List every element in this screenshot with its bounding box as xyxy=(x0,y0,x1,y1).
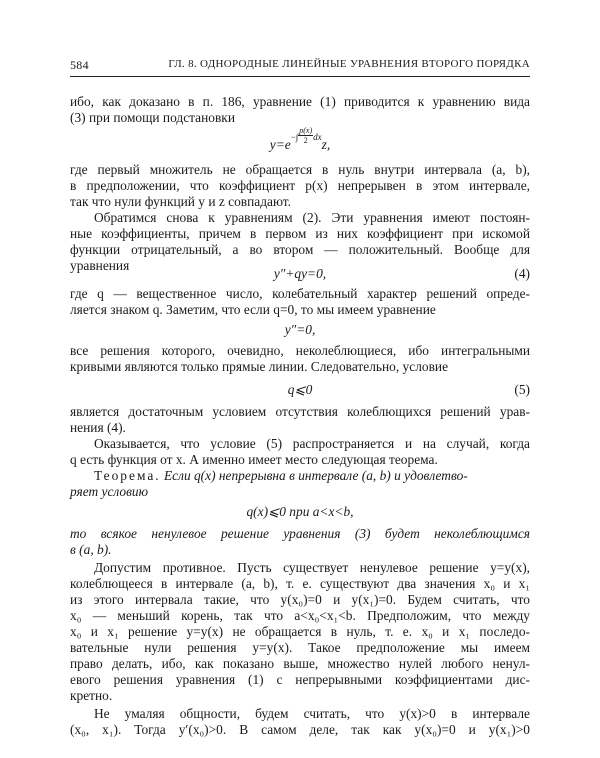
text-line: евого решения уравнения (1) с непрерывными коэффициентами дис- xyxy=(70,672,530,687)
text-line: Оказывается, что условие (5) распространяется и на случай, когда xyxy=(94,436,530,451)
text-line: функции отрицательный, а во втором — положительный. Вообще для xyxy=(70,242,530,257)
equation-q-zero: y″=0, xyxy=(284,322,316,337)
theorem-label: Теорема. xyxy=(94,468,161,483)
equation-number: (5) xyxy=(514,382,530,397)
text-line: Не умаляя общности, будем считать, что y(x)>0 в интервале xyxy=(94,706,530,721)
theorem-line xyxy=(70,468,530,484)
text-line: то всякое ненулевое решение уравнения (3) будет неколеблющимся xyxy=(70,526,530,541)
page-number: 584 xyxy=(70,58,89,72)
text-line: все решения которого, очевидно, неколеблющиеся, ибо интегральными xyxy=(70,343,530,358)
text-line: колеблющееся в интервале (a, b), т. е. существуют два значения x₀ и x₁ xyxy=(70,576,530,591)
text-line: право делать, ибо, как показано выше, множество нулей любого ненул- xyxy=(70,656,530,671)
text-line: (3) при помощи подстановки xyxy=(70,110,235,125)
text-line: (x₀, x₁). Тогда y′(x₀)>0. В самом деле, так как y(x₀)=0 и y(x₁)>0 xyxy=(70,722,530,737)
equation-number: (4) xyxy=(514,266,530,281)
text-line: q есть функция от x. А именно имеет место следующая теорема. xyxy=(70,452,438,467)
text-line: уравнения xyxy=(70,258,130,273)
equation-5: q⩽0 (5) xyxy=(287,382,530,397)
text-line: ляется знаком q. Заметим, что если q=0, то мы имеем уравнение xyxy=(70,302,436,317)
text-line: в предположении, что коэффициент p(x) непрерывен в этом интервале, xyxy=(70,178,530,193)
text-line: ибо, как доказано в п. 186, уравнение (1) приводится к уравнению вида xyxy=(70,94,530,109)
text-line: из этого интервала такие, что y(x₀)=0 и y(x₁)=0. Будем считать, что xyxy=(70,592,530,607)
text-line: Обратимся снова к уравнениям (2). Эти уравнения имеют постоян- xyxy=(94,210,530,225)
text-line: Допустим противное. Пусть существует ненулевое решение y=y(x), xyxy=(94,560,530,575)
text-line: в (a, b). xyxy=(70,542,112,557)
equation-theorem: q(x)⩽0 при a<x<b, xyxy=(246,504,354,519)
formula-substitution: y=e−∫ $\frac{p(x)}{2}^{dx}z$, xyxy=(269,126,331,152)
text-line: кретно. xyxy=(70,688,113,703)
text-line: где q — вещественное число, колебательный характер решений опреде- xyxy=(70,286,530,301)
text-line: x₀ — меньший корень, так что a<x₀<x₁<b. Предположим, что между xyxy=(70,608,530,623)
page-header xyxy=(70,58,530,77)
text-line: кривыми являются только прямые линии. Следовательно, условие xyxy=(70,359,449,374)
text-line: ряет условию xyxy=(70,484,149,499)
text-line: ные коэффициенты, причем в первом из них коэффициент при искомой xyxy=(70,226,530,241)
text-line: нения (4). xyxy=(70,420,126,435)
equation-4: y″+qy=0, (4) xyxy=(273,266,530,281)
text-line: вательные нули решения y=y(x). Такое предположение мы имеем xyxy=(70,640,530,655)
text-line: x₀ и x₁ решение y=y(x) не обращается в нуль, т. е. x₀ и x₁ последо- xyxy=(70,624,530,639)
text-line: где первый множитель не обращается в нуль внутри интервала (a, b), xyxy=(70,162,530,177)
theorem-statement: Если q(x) непрерывна в интервале (a, b) и удовлетво- xyxy=(163,468,468,483)
running-title: ГЛ. 8. ОДНОРОДНЫЕ ЛИНЕЙНЫЕ УРАВНЕНИЯ ВТОРОГО ПОРЯДКА xyxy=(168,58,530,70)
text-line: является достаточным условием отсутствия колеблющихся решений урав- xyxy=(70,404,530,419)
text-line: так что нули функций y и z совпадают. xyxy=(70,194,291,209)
